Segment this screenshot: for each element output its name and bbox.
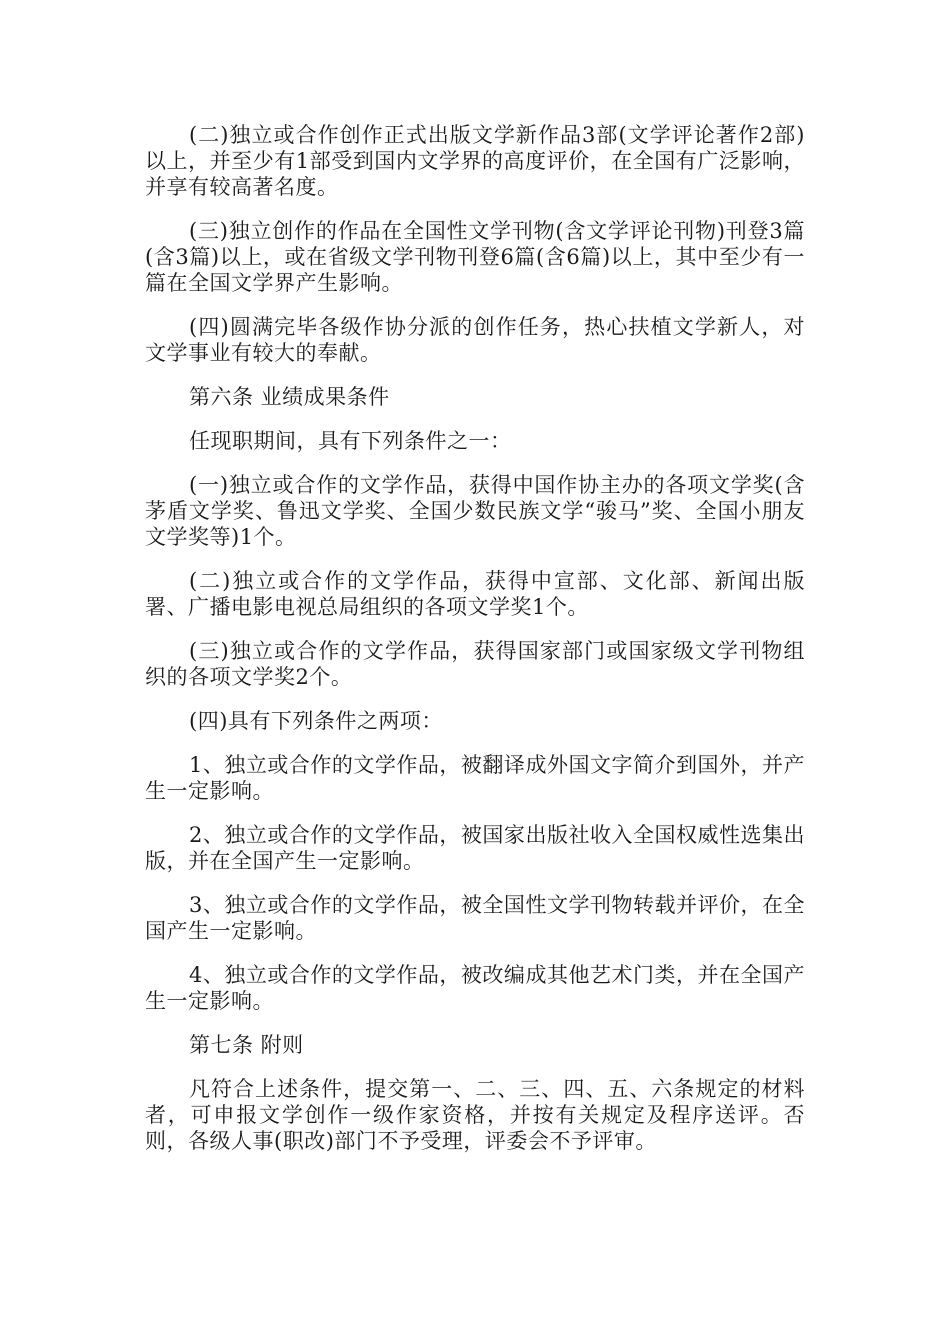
paragraph-section-6-item-3: (三)独立或合作的文学作品，获得国家部门或国家级文学刊物组织的各项文学奖2个。 (145, 639, 805, 689)
article-6-heading: 第六条 业绩成果条件 (189, 385, 390, 409)
paragraph-section-5-item-2: (二)独立或合作创作正式出版文学新作品3部(文学评论著作2部)以上，并至少有1部受到国内文学界的高度评价，在全国有广泛影响，并享有较高著名度。 (145, 123, 805, 199)
article-7-heading: 第七条 附则 (189, 1033, 304, 1057)
article-7-body: 凡符合上述条件，提交第一、二、三、四、五、六条规定的材料者，可申报文学创作一级作家资格，并按有关规定及程序送评。否则，各级人事(职改)部门不予受理，评委会不予评审。 (145, 1077, 805, 1153)
sub-item-4: 4、独立或合作的文学作品，被改编成其他艺术门类，并在全国产生一定影响。 (145, 963, 805, 1013)
paragraph-section-5-item-3: (三)独立创作的作品在全国性文学刊物(含文学评论刊物)刊登3篇(含3篇)以上，或在省级文学刊物刊登6篇(含6篇)以上，其中至少有一篇在全国文学界产生影响。 (145, 219, 805, 295)
article-6-intro: 任现职期间，具有下列条件之一： (189, 429, 512, 453)
paragraph-section-6-item-4: (四)具有下列条件之两项： (189, 709, 443, 733)
sub-item-2: 2、独立或合作的文学作品，被国家出版社收入全国权威性选集出版，并在全国产生一定影响。 (145, 823, 805, 873)
paragraph-section-6-item-1: (一)独立或合作的文学作品，获得中国作协主办的各项文学奖(含茅盾文学奖、鲁迅文学奖、全国少数民族文学“骏马”奖、全国小朋友文学奖等)1个。 (145, 473, 805, 549)
document-body (145, 122, 805, 1172)
paragraph-section-5-item-4: (四)圆满完毕各级作协分派的创作任务，热心扶植文学新人，对文学事业有较大的奉献。 (145, 315, 805, 365)
sub-item-1: 1、独立或合作的文学作品，被翻译成外国文字简介到国外，并产生一定影响。 (145, 753, 805, 803)
sub-item-3: 3、独立或合作的文学作品，被全国性文学刊物转载并评价，在全国产生一定影响。 (145, 893, 805, 943)
paragraph-section-6-item-2: (二)独立或合作的文学作品，获得中宣部、文化部、新闻出版署、广播电影电视总局组织的各项文学奖1个。 (145, 569, 805, 619)
